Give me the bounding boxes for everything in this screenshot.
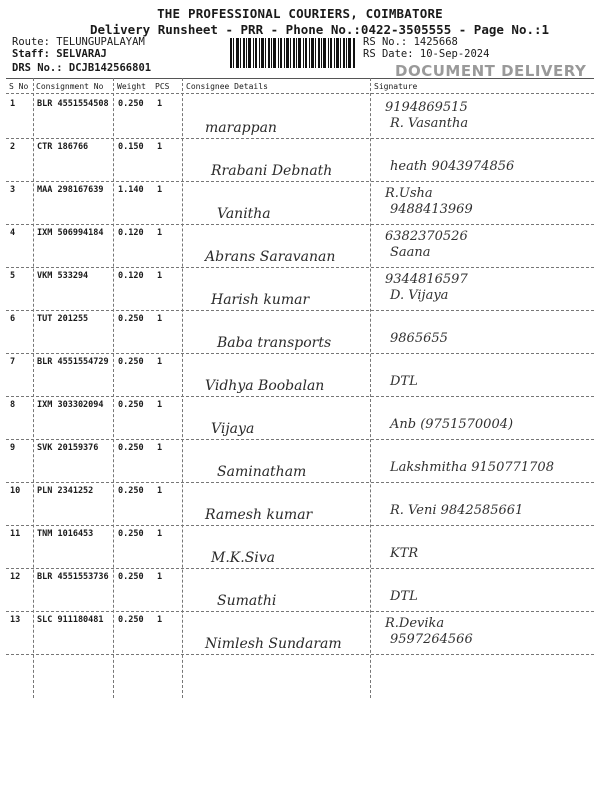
cell-sno: 11 (10, 529, 21, 539)
row-separator (6, 654, 594, 655)
cell-signature-top: 9344816597 (385, 272, 468, 287)
cell-consignee-handwritten: Saminatham (217, 464, 307, 480)
cell-pcs: 1 (157, 271, 163, 281)
cell-signature-bottom: Lakshmitha 9150771708 (390, 460, 554, 475)
table-row (0, 612, 600, 655)
rs-no-value: 1425668 (413, 36, 458, 48)
table-row (0, 397, 600, 440)
cell-consignee-handwritten: Nimlesh Sundaram (205, 636, 342, 652)
cell-consignment: BLR 4551554508 (37, 99, 109, 109)
cell-weight: 0.250 (118, 357, 144, 367)
cell-signature-bottom: DTL (390, 589, 418, 604)
cell-signature-bottom: Saana (390, 245, 431, 260)
table-row (0, 268, 600, 311)
cell-signature-bottom: 9597264566 (390, 632, 473, 647)
cell-consignment: VKM 533294 (37, 271, 89, 281)
col-header-consignment: Consignment No (36, 82, 104, 91)
cell-consignment: PLN 2341252 (37, 486, 94, 496)
cell-sno: 2 (10, 142, 16, 152)
runsheet-subtitle: Delivery Runsheet - PRR - Phone No.:0422-3505555 - Page No.:1 (90, 22, 550, 37)
cell-pcs: 1 (157, 529, 163, 539)
cell-sno: 6 (10, 314, 16, 324)
cell-pcs: 1 (157, 357, 163, 367)
route-line (12, 36, 145, 48)
cell-signature-bottom: R. Vasantha (390, 116, 469, 131)
cell-pcs: 1 (157, 486, 163, 496)
cell-pcs: 1 (157, 142, 163, 152)
cell-weight: 0.120 (118, 271, 144, 281)
cell-consignee-handwritten: Abrans Saravanan (205, 249, 336, 265)
cell-sno: 4 (10, 228, 16, 238)
cell-weight: 0.150 (118, 142, 144, 152)
cell-signature-bottom: KTR (390, 546, 419, 561)
staff-value: SELVARAJ (56, 48, 107, 60)
route-value: TELUNGUPALAYAM (56, 36, 145, 48)
table-row (0, 569, 600, 612)
cell-pcs: 1 (157, 400, 163, 410)
cell-signature-bottom: heath 9043974856 (390, 159, 515, 174)
cell-sno: 9 (10, 443, 16, 453)
rs-no-line (363, 36, 458, 48)
table-row (0, 225, 600, 268)
cell-sno: 3 (10, 185, 16, 195)
table-row (0, 526, 600, 569)
cell-signature-top: R.Devika (385, 616, 445, 631)
drs-label: DRS No.: (12, 62, 63, 74)
col-header-pcs: PCS (155, 82, 170, 91)
document-delivery-stamp: DOCUMENT DELIVERY (395, 62, 587, 80)
cell-sno: 12 (10, 572, 21, 582)
cell-weight: 0.250 (118, 314, 144, 324)
cell-consignment: BLR 4551553736 (37, 572, 109, 582)
route-label: Route: (12, 36, 50, 48)
cell-consignee-handwritten: Rrabani Debnath (211, 163, 333, 179)
table-top-border (6, 78, 594, 79)
cell-consignment: TUT 201255 (37, 314, 89, 324)
cell-weight: 0.250 (118, 615, 144, 625)
cell-pcs: 1 (157, 443, 163, 453)
drs-line (12, 62, 151, 74)
cell-signature-bottom: DTL (390, 374, 418, 389)
staff-line (12, 48, 107, 60)
cell-pcs: 1 (157, 314, 163, 324)
cell-signature-top: R.Usha (385, 186, 433, 201)
cell-sno: 5 (10, 271, 16, 281)
col-header-sno: S No (9, 82, 29, 91)
cell-weight: 0.250 (118, 400, 144, 410)
cell-signature-top: 6382370526 (385, 229, 468, 244)
cell-consignment: MAA 298167639 (37, 185, 104, 195)
cell-pcs: 1 (157, 572, 163, 582)
cell-signature-bottom: 9488413969 (390, 202, 473, 217)
col-header-consignee: Consignee Details (186, 82, 268, 91)
cell-consignee-handwritten: Vanitha (217, 206, 271, 222)
cell-pcs: 1 (157, 185, 163, 195)
table-row (0, 483, 600, 526)
cell-pcs: 1 (157, 228, 163, 238)
cell-consignment: TNM 1016453 (37, 529, 94, 539)
cell-signature-top: 9194869515 (385, 100, 468, 115)
cell-weight: 0.250 (118, 443, 144, 453)
table-row (0, 139, 600, 182)
cell-signature-bottom: D. Vijaya (390, 288, 449, 303)
cell-consignment: SLC 911180481 (37, 615, 104, 625)
rs-date-line (363, 48, 489, 60)
cell-consignee-handwritten: Ramesh kumar (205, 507, 313, 523)
cell-weight: 1.140 (118, 185, 144, 195)
cell-consignee-handwritten: Harish kumar (211, 292, 310, 308)
cell-weight: 0.250 (118, 99, 144, 109)
cell-pcs: 1 (157, 99, 163, 109)
table-row (0, 440, 600, 483)
rs-date-label: RS Date: (363, 48, 414, 60)
cell-consignee-handwritten: Vijaya (211, 421, 255, 437)
drs-value: DCJB142566801 (68, 62, 152, 74)
cell-sno: 8 (10, 400, 16, 410)
cell-sno: 10 (10, 486, 21, 496)
table-row (0, 354, 600, 397)
cell-consignment: IXM 303302094 (37, 400, 104, 410)
cell-consignment: SVK 20159376 (37, 443, 99, 453)
col-header-weight: Weight (117, 82, 146, 91)
col-header-signature: Signature (374, 82, 418, 91)
cell-weight: 0.250 (118, 486, 144, 496)
cell-consignee-handwritten: Vidhya Boobalan (205, 378, 325, 394)
cell-weight: 0.120 (118, 228, 144, 238)
rs-date-value: 10-Sep-2024 (419, 48, 490, 60)
cell-sno: 1 (10, 99, 16, 109)
cell-signature-bottom: 9865655 (390, 331, 448, 346)
barcode-image (230, 38, 356, 68)
cell-sno: 7 (10, 357, 16, 367)
table-header-border (6, 93, 594, 94)
table-row (0, 311, 600, 354)
rs-no-label: RS No.: (363, 36, 408, 48)
cell-consignee-handwritten: marappan (205, 120, 277, 136)
cell-consignee-handwritten: M.K.Siva (211, 550, 276, 566)
cell-pcs: 1 (157, 615, 163, 625)
company-title: THE PROFESSIONAL COURIERS, COIMBATORE (157, 6, 443, 21)
cell-weight: 0.250 (118, 529, 144, 539)
cell-signature-bottom: R. Veni 9842585661 (390, 503, 524, 518)
cell-signature-bottom: Anb (9751570004) (390, 417, 514, 432)
cell-consignee-handwritten: Baba transports (217, 335, 332, 351)
cell-consignment: BLR 4551554729 (37, 357, 109, 367)
cell-weight: 0.250 (118, 572, 144, 582)
cell-consignment: CTR 186766 (37, 142, 89, 152)
cell-consignee-handwritten: Sumathi (217, 593, 277, 609)
cell-consignment: IXM 506994184 (37, 228, 104, 238)
cell-sno: 13 (10, 615, 21, 625)
table-row (0, 182, 600, 225)
table-row (0, 96, 600, 139)
staff-label: Staff: (12, 48, 50, 60)
